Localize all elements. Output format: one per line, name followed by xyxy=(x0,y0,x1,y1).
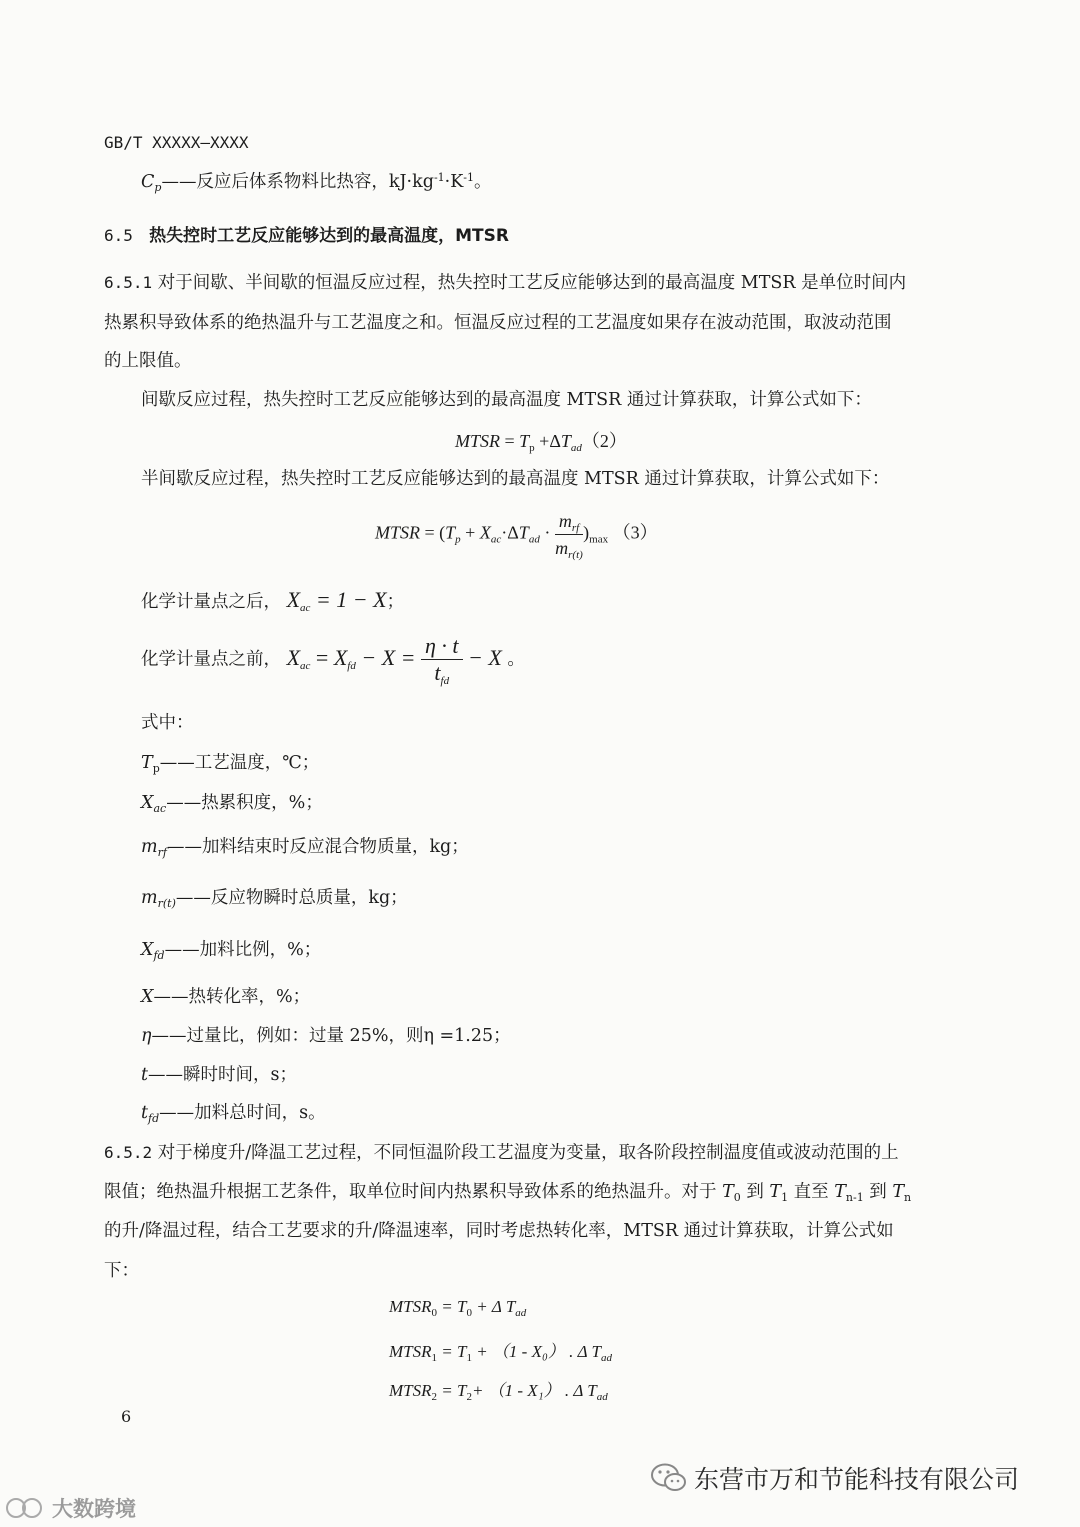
def-t-sym: t xyxy=(141,1065,149,1085)
mtsr2-rhs: = T xyxy=(437,1381,467,1400)
cp-definition xyxy=(141,170,492,194)
before-densub: fd xyxy=(440,675,450,687)
mtsr2-equation xyxy=(389,1376,608,1401)
source-watermark xyxy=(4,1493,136,1523)
def-Xfd-sub: fd xyxy=(153,949,165,962)
before-minus: − X = xyxy=(355,644,421,670)
section-heading xyxy=(104,221,509,246)
company-watermark xyxy=(650,1460,1019,1496)
def-Tp xyxy=(141,751,319,775)
after-end: ； xyxy=(386,592,405,612)
before-fraction xyxy=(421,633,463,686)
clause-651-number: 6.5.1 xyxy=(104,273,153,292)
def-eta-sym: η xyxy=(141,1026,152,1046)
mtsr0-rest: + Δ T xyxy=(471,1297,516,1316)
eq2-Tsub: p xyxy=(529,442,535,454)
def-Xac-sub: ac xyxy=(153,802,167,815)
mtsr1-rhs: = T xyxy=(437,1342,467,1361)
eq3-X: X xyxy=(479,522,491,543)
def-mrf xyxy=(141,835,469,859)
def-tfd xyxy=(141,1101,326,1125)
eq3-lhs: MTSR xyxy=(375,522,420,543)
c652-Tnsub: n xyxy=(904,1191,912,1204)
where-label: 式中： xyxy=(141,713,194,733)
def-mrt xyxy=(141,886,408,910)
mtsr1-rest: + （1 - X₀） . Δ T xyxy=(471,1342,601,1361)
c652-T0sub: 0 xyxy=(733,1191,741,1204)
eq3-dot2: · xyxy=(539,522,551,543)
def-Tp-sym: T xyxy=(141,753,153,773)
clause-652-text2: 限值；绝热温升根据工艺条件，取单位时间内热累积导致体系的绝热温升。对于 xyxy=(104,1182,723,1202)
mtsr0-lsub: 0 xyxy=(431,1307,437,1319)
eq3-numsub: rf xyxy=(571,522,580,534)
mtsr0-tsub: ad xyxy=(515,1307,527,1319)
def-Xac xyxy=(141,791,323,815)
clause-651-line2: 热累积导致体系的绝热温升与工艺温度之和。恒温反应过程的工艺温度如果存在波动范围，取波动范围 xyxy=(104,313,892,333)
def-Xfd xyxy=(141,938,321,962)
clause-652-line4: 下： xyxy=(104,1261,139,1281)
before-X2sub: fd xyxy=(347,659,356,672)
def-Xfd-text: ——加料比例，%； xyxy=(164,940,322,960)
eq2-T2: T xyxy=(560,431,571,451)
c652-T0: T xyxy=(722,1182,734,1202)
mtsr2-rsub: 2 xyxy=(466,1391,472,1403)
eq3-num: m xyxy=(558,511,572,531)
before-den: t xyxy=(434,660,441,685)
clause-652-number: 6.5.2 xyxy=(104,1143,153,1162)
before-end: 。 xyxy=(507,649,525,670)
semi-batch-text: 半间歇反应过程，热失控时工艺反应能够达到的最高温度 MTSR 通过计算获取，计算公式如下： xyxy=(141,469,890,489)
mtsr1-equation xyxy=(389,1337,612,1362)
cp-sup1: -1 xyxy=(433,171,445,184)
source-logo-icon xyxy=(4,1496,48,1520)
cp-mid: ·K xyxy=(444,172,464,192)
eq2-plus: +Δ xyxy=(534,431,561,451)
c652-T1: T xyxy=(769,1182,782,1202)
def-mrt-sub: r(t) xyxy=(157,897,176,910)
def-Xac-text: ——热累积度，%； xyxy=(166,793,323,813)
eq3-dot1: ·Δ xyxy=(501,522,519,543)
equation-3 xyxy=(375,508,658,561)
clause-651-line3: 的上限值。 xyxy=(104,351,192,371)
eq3-Tsub: ad xyxy=(528,533,540,546)
after-stoich xyxy=(141,588,404,614)
clause-651-text1: 对于间歇、半间歇的恒温反应过程，热失控时工艺反应能够达到的最高温度 MTSR 是单位时间内 xyxy=(157,273,907,293)
clause-652-line1 xyxy=(104,1141,899,1165)
mtsr2-lsub: 2 xyxy=(431,1391,437,1403)
c652-until: 直至 xyxy=(788,1182,835,1202)
def-mrf-sym: m xyxy=(141,837,158,857)
def-eta-text: ——过量比，例如：过量 25%，则η =1.25； xyxy=(151,1026,511,1046)
mtsr0-equation xyxy=(389,1297,526,1317)
wechat-icon xyxy=(650,1462,688,1494)
standard-code-header: GB/T XXXXX—XXXX xyxy=(104,133,249,152)
eq3-fraction xyxy=(555,508,583,561)
def-tfd-sym: t xyxy=(141,1103,149,1123)
before-tail: − X xyxy=(462,644,502,670)
before-Xsub: ac xyxy=(300,659,311,672)
cp-symbol: C xyxy=(141,172,155,192)
company-name: 东营市万和节能科技有限公司 xyxy=(694,1465,1020,1494)
eq2-label: （2） xyxy=(581,431,627,451)
mtsr0-rhs: = T xyxy=(437,1297,467,1316)
clause-652-line3: 的升/降温过程，结合工艺要求的升/降温速率，同时考虑热转化率，MTSR 通过计算获取，计算公式如 xyxy=(104,1221,894,1241)
eq3-label: （3） xyxy=(612,522,658,543)
clause-652-text1: 对于梯度升/降温工艺过程，不同恒温阶段工艺温度为变量，取各阶段控制温度值或波动范围的上 xyxy=(157,1143,899,1163)
before-X2: X xyxy=(333,644,348,670)
mtsr0-rsub: 0 xyxy=(466,1307,472,1319)
mtsr1-rsub: 1 xyxy=(466,1352,472,1364)
mtsr1-lhs: MTSR xyxy=(389,1342,432,1361)
eq3-densub: r(t) xyxy=(568,549,583,561)
eq2-T2sub: ad xyxy=(570,442,582,454)
clause-652-line2 xyxy=(104,1180,911,1204)
eq2-lhs: MTSR xyxy=(455,431,500,451)
def-Tp-sub: p xyxy=(152,762,160,775)
before-label: 化学计量点之前， xyxy=(141,649,281,670)
def-Tp-text: ——工艺温度，℃； xyxy=(159,753,320,773)
mtsr1-tsub: ad xyxy=(601,1352,612,1364)
equation-2 xyxy=(455,427,627,453)
def-tfd-text: ——加料总时间，s。 xyxy=(159,1103,326,1123)
eq3-Tp: T xyxy=(445,522,456,543)
def-t xyxy=(141,1063,297,1087)
mtsr2-lhs: MTSR xyxy=(389,1381,432,1400)
cp-end: 。 xyxy=(474,172,492,192)
def-Xac-sym: X xyxy=(141,793,154,813)
clause-651-line1 xyxy=(104,271,906,295)
eq2-eq: = xyxy=(500,431,520,451)
c652-Tn1sub: n-1 xyxy=(845,1191,864,1204)
def-X xyxy=(141,985,310,1009)
c652-to1: 到 xyxy=(740,1182,770,1202)
before-eq: = xyxy=(310,644,334,670)
mtsr2-tsub: ad xyxy=(596,1391,608,1403)
eq2-T: T xyxy=(519,431,530,451)
c652-T1sub: 1 xyxy=(781,1191,789,1204)
def-mrf-text: ——加料结束时反应混合物质量，kg； xyxy=(166,837,469,857)
before-X: X xyxy=(286,644,301,670)
def-eta xyxy=(141,1024,511,1048)
section-title: 热失控时工艺反应能够达到的最高温度，MTSR xyxy=(149,226,509,246)
page-number: 6 xyxy=(121,1407,132,1426)
eq3-Tpsub: p xyxy=(455,533,461,546)
eq3-T: T xyxy=(518,522,529,543)
mtsr0-lhs: MTSR xyxy=(389,1297,432,1316)
eq3-close: ) xyxy=(583,522,590,543)
source-name: 大数跨境 xyxy=(52,1497,136,1521)
def-mrt-sym: m xyxy=(141,888,158,908)
cp-text: ——反应后体系物料比热容，kJ·kg xyxy=(161,172,434,192)
def-X-text: ——热转化率，%； xyxy=(153,987,311,1007)
cp-sub: p xyxy=(154,181,162,194)
eq3-plus: + xyxy=(460,522,480,543)
eq3-Xsub: ac xyxy=(490,533,502,546)
def-tfd-sub: fd xyxy=(148,1112,160,1125)
mtsr2-rest: + （1 - X₁） . Δ T xyxy=(471,1381,597,1400)
c652-Tn1: T xyxy=(834,1182,846,1202)
before-num: η · t xyxy=(425,633,459,658)
c652-to2: 到 xyxy=(863,1182,893,1202)
def-X-sym: X xyxy=(141,987,154,1007)
eq3-max: max xyxy=(589,533,609,546)
def-t-text: ——瞬时时间，s； xyxy=(148,1065,298,1085)
after-X: X xyxy=(286,587,301,612)
mtsr1-lsub: 1 xyxy=(431,1352,437,1364)
section-number: 6.5 xyxy=(104,226,133,245)
eq3-den: m xyxy=(555,538,569,558)
c652-Tn: T xyxy=(892,1182,905,1202)
eq3-open: = ( xyxy=(420,522,446,543)
after-label: 化学计量点之后， xyxy=(141,592,281,612)
batch-process-text: 间歇反应过程，热失控时工艺反应能够达到的最高温度 MTSR 通过计算获取，计算公式如下： xyxy=(141,390,872,410)
after-rest: = 1 − X xyxy=(310,587,387,612)
before-stoich xyxy=(141,633,525,686)
after-Xsub: ac xyxy=(300,602,311,614)
def-mrf-sub: rf xyxy=(157,846,167,859)
def-Xfd-sym: X xyxy=(141,940,154,960)
cp-sup2: -1 xyxy=(463,171,475,184)
def-mrt-text: ——反应物瞬时总质量，kg； xyxy=(175,888,408,908)
